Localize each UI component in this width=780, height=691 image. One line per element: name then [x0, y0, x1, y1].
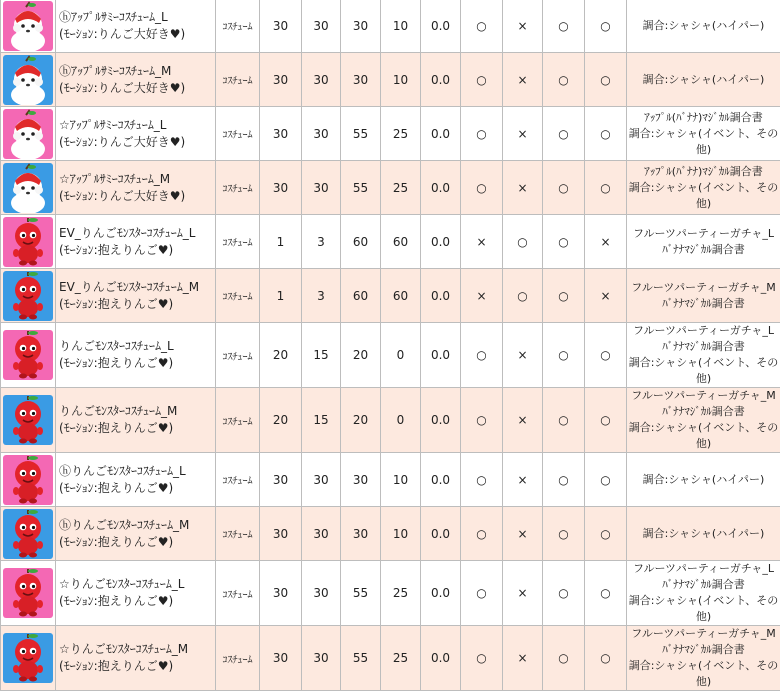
- source-line: ﾊﾞﾅﾅﾏｼﾞｶﾙ調合書: [627, 339, 780, 355]
- stat-3-cell: 30: [341, 53, 381, 107]
- apple-monster-icon: [3, 271, 53, 321]
- costume-name: ☆ｱｯﾌﾟﾙｻﾐｰｺｽﾁｭｰﾑ_L: [59, 117, 215, 134]
- motion-name: (ﾓｰｼｮﾝ:りんご大好き♥): [59, 188, 215, 205]
- source-cell: [627, 388, 780, 453]
- icon-cell: [1, 215, 56, 269]
- stat-1-cell: 30: [260, 507, 302, 561]
- flag-2-cell: ×: [503, 453, 543, 507]
- stat-2-cell: 30: [302, 53, 341, 107]
- stat-1-cell: 30: [260, 107, 302, 161]
- flag-4-cell: ○: [585, 0, 627, 53]
- type-cell: ｺｽﾁｭｰﾑ: [216, 507, 260, 561]
- type-cell: ｺｽﾁｭｰﾑ: [216, 269, 260, 323]
- table-row: [1, 269, 780, 323]
- stat-1-cell: 30: [260, 53, 302, 107]
- stat-1-cell: 30: [260, 161, 302, 215]
- type-cell: ｺｽﾁｭｰﾑ: [216, 453, 260, 507]
- stat-5-cell: 0.0: [421, 215, 461, 269]
- motion-name: (ﾓｰｼｮﾝ:抱えりんご♥): [59, 420, 215, 437]
- stat-3-cell: 20: [341, 388, 381, 453]
- source-line: フルーツパーティーガチャ_L: [627, 226, 780, 242]
- source-line: ｱｯﾌﾟﾙ(ﾊﾞﾅﾅ)ﾏｼﾞｶﾙ調合書: [627, 110, 780, 126]
- name-cell: [56, 388, 216, 453]
- flag-2-cell: ×: [503, 323, 543, 388]
- flag-4-cell: ○: [585, 53, 627, 107]
- flag-2-cell: ×: [503, 388, 543, 453]
- flag-2-cell: ×: [503, 507, 543, 561]
- stat-2-cell: 15: [302, 323, 341, 388]
- costume-table-body: [1, 0, 780, 691]
- icon-cell: [1, 388, 56, 453]
- stat-1-cell: 30: [260, 0, 302, 53]
- motion-name: (ﾓｰｼｮﾝ:抱えりんご♥): [59, 534, 215, 551]
- name-cell: [56, 215, 216, 269]
- source-line: ﾊﾞﾅﾅﾏｼﾞｶﾙ調合書: [627, 577, 780, 593]
- table-row: [1, 561, 780, 626]
- flag-4-cell: ○: [585, 107, 627, 161]
- table-row: [1, 53, 780, 107]
- flag-4-cell: ○: [585, 388, 627, 453]
- flag-1-cell: ○: [461, 161, 503, 215]
- name-cell: [56, 161, 216, 215]
- stat-1-cell: 30: [260, 453, 302, 507]
- flag-3-cell: ○: [543, 0, 585, 53]
- stat-2-cell: 3: [302, 269, 341, 323]
- source-cell: [627, 53, 780, 107]
- stat-5-cell: 0.0: [421, 388, 461, 453]
- source-line: 調合:シャシャ(イベント、その他): [627, 658, 780, 690]
- flag-3-cell: ○: [543, 626, 585, 691]
- stat-2-cell: 30: [302, 0, 341, 53]
- costume-name: りんごﾓﾝｽﾀｰｺｽﾁｭｰﾑ_L: [59, 338, 215, 355]
- stat-4-cell: 0: [381, 323, 421, 388]
- motion-name: (ﾓｰｼｮﾝ:抱えりんご♥): [59, 658, 215, 675]
- apple-sheep-icon: [3, 109, 53, 159]
- table-row: [1, 388, 780, 453]
- name-cell: [56, 107, 216, 161]
- type-cell: ｺｽﾁｭｰﾑ: [216, 323, 260, 388]
- costume-name: ☆りんごﾓﾝｽﾀｰｺｽﾁｭｰﾑ_L: [59, 576, 215, 593]
- source-cell: [627, 107, 780, 161]
- flag-3-cell: ○: [543, 323, 585, 388]
- source-line: 調合:シャシャ(イベント、その他): [627, 355, 780, 387]
- icon-cell: [1, 0, 56, 53]
- name-cell: [56, 323, 216, 388]
- apple-monster-icon: [3, 395, 53, 445]
- costume-name: ☆ｱｯﾌﾟﾙｻﾐｰｺｽﾁｭｰﾑ_M: [59, 171, 215, 188]
- flag-1-cell: ○: [461, 561, 503, 626]
- costume-name: ⓗりんごﾓﾝｽﾀｰｺｽﾁｭｰﾑ_L: [59, 463, 215, 480]
- type-cell: ｺｽﾁｭｰﾑ: [216, 388, 260, 453]
- source-cell: [627, 0, 780, 53]
- icon-cell: [1, 269, 56, 323]
- stat-2-cell: 30: [302, 626, 341, 691]
- flag-1-cell: ○: [461, 107, 503, 161]
- source-line: 調合:シャシャ(ハイパー): [627, 18, 780, 34]
- flag-2-cell: ×: [503, 626, 543, 691]
- stat-4-cell: 10: [381, 453, 421, 507]
- type-cell: ｺｽﾁｭｰﾑ: [216, 626, 260, 691]
- stat-5-cell: 0.0: [421, 323, 461, 388]
- flag-1-cell: ○: [461, 507, 503, 561]
- stat-3-cell: 55: [341, 161, 381, 215]
- source-cell: [627, 323, 780, 388]
- icon-cell: [1, 323, 56, 388]
- table-row: [1, 453, 780, 507]
- flag-2-cell: ×: [503, 53, 543, 107]
- stat-5-cell: 0.0: [421, 561, 461, 626]
- stat-4-cell: 10: [381, 507, 421, 561]
- table-row: [1, 215, 780, 269]
- stat-3-cell: 60: [341, 269, 381, 323]
- table-row: [1, 323, 780, 388]
- table-row: [1, 626, 780, 691]
- flag-2-cell: ×: [503, 561, 543, 626]
- name-cell: [56, 561, 216, 626]
- flag-1-cell: ○: [461, 388, 503, 453]
- name-cell: [56, 269, 216, 323]
- source-line: フルーツパーティーガチャ_M: [627, 280, 780, 296]
- source-line: 調合:シャシャ(ハイパー): [627, 526, 780, 542]
- stat-1-cell: 20: [260, 323, 302, 388]
- stat-3-cell: 55: [341, 561, 381, 626]
- flag-3-cell: ○: [543, 507, 585, 561]
- stat-2-cell: 30: [302, 107, 341, 161]
- stat-4-cell: 10: [381, 0, 421, 53]
- costume-name: ⓗｱｯﾌﾟﾙｻﾐｰｺｽﾁｭｰﾑ_M: [59, 63, 215, 80]
- stat-2-cell: 3: [302, 215, 341, 269]
- apple-sheep-icon: [3, 55, 53, 105]
- apple-monster-icon: [3, 330, 53, 380]
- flag-4-cell: ×: [585, 215, 627, 269]
- stat-4-cell: 25: [381, 561, 421, 626]
- name-cell: [56, 507, 216, 561]
- flag-3-cell: ○: [543, 269, 585, 323]
- flag-3-cell: ○: [543, 215, 585, 269]
- source-line: ﾊﾞﾅﾅﾏｼﾞｶﾙ調合書: [627, 242, 780, 258]
- stat-4-cell: 25: [381, 107, 421, 161]
- stat-1-cell: 1: [260, 269, 302, 323]
- apple-monster-icon: [3, 455, 53, 505]
- flag-1-cell: ○: [461, 453, 503, 507]
- flag-1-cell: ○: [461, 53, 503, 107]
- costume-name: りんごﾓﾝｽﾀｰｺｽﾁｭｰﾑ_M: [59, 403, 215, 420]
- flag-4-cell: ○: [585, 626, 627, 691]
- apple-sheep-icon: [3, 163, 53, 213]
- icon-cell: [1, 161, 56, 215]
- flag-4-cell: ○: [585, 561, 627, 626]
- icon-cell: [1, 53, 56, 107]
- apple-monster-icon: [3, 568, 53, 618]
- motion-name: (ﾓｰｼｮﾝ:りんご大好き♥): [59, 134, 215, 151]
- motion-name: (ﾓｰｼｮﾝ:抱えりんご♥): [59, 480, 215, 497]
- apple-sheep-icon: [3, 1, 53, 51]
- costume-name: ⓗｱｯﾌﾟﾙｻﾐｰｺｽﾁｭｰﾑ_L: [59, 9, 215, 26]
- apple-monster-icon: [3, 509, 53, 559]
- table-row: [1, 161, 780, 215]
- flag-3-cell: ○: [543, 161, 585, 215]
- costume-name: EV_りんごﾓﾝｽﾀｰｺｽﾁｭｰﾑ_L: [59, 225, 215, 242]
- flag-2-cell: ×: [503, 161, 543, 215]
- stat-5-cell: 0.0: [421, 626, 461, 691]
- flag-1-cell: ○: [461, 626, 503, 691]
- stat-5-cell: 0.0: [421, 161, 461, 215]
- source-line: フルーツパーティーガチャ_M: [627, 626, 780, 642]
- source-cell: [627, 626, 780, 691]
- stat-5-cell: 0.0: [421, 269, 461, 323]
- stat-4-cell: 60: [381, 215, 421, 269]
- stat-1-cell: 30: [260, 626, 302, 691]
- flag-3-cell: ○: [543, 388, 585, 453]
- costume-name: ⓗりんごﾓﾝｽﾀｰｺｽﾁｭｰﾑ_M: [59, 517, 215, 534]
- stat-5-cell: 0.0: [421, 53, 461, 107]
- stat-1-cell: 20: [260, 388, 302, 453]
- stat-3-cell: 30: [341, 0, 381, 53]
- table-row: [1, 507, 780, 561]
- source-line: 調合:シャシャ(イベント、その他): [627, 593, 780, 625]
- name-cell: [56, 626, 216, 691]
- source-line: ﾊﾞﾅﾅﾏｼﾞｶﾙ調合書: [627, 404, 780, 420]
- source-line: 調合:シャシャ(イベント、その他): [627, 126, 780, 158]
- stat-5-cell: 0.0: [421, 507, 461, 561]
- stat-3-cell: 55: [341, 626, 381, 691]
- stat-2-cell: 30: [302, 561, 341, 626]
- stat-2-cell: 30: [302, 507, 341, 561]
- motion-name: (ﾓｰｼｮﾝ:抱えりんご♥): [59, 296, 215, 313]
- flag-4-cell: ○: [585, 507, 627, 561]
- stat-3-cell: 20: [341, 323, 381, 388]
- type-cell: ｺｽﾁｭｰﾑ: [216, 161, 260, 215]
- name-cell: [56, 53, 216, 107]
- motion-name: (ﾓｰｼｮﾝ:りんご大好き♥): [59, 26, 215, 43]
- stat-3-cell: 30: [341, 453, 381, 507]
- type-cell: ｺｽﾁｭｰﾑ: [216, 561, 260, 626]
- source-line: ﾊﾞﾅﾅﾏｼﾞｶﾙ調合書: [627, 296, 780, 312]
- flag-1-cell: ○: [461, 323, 503, 388]
- table-row: [1, 0, 780, 53]
- source-line: 調合:シャシャ(イベント、その他): [627, 420, 780, 452]
- costume-name: ☆りんごﾓﾝｽﾀｰｺｽﾁｭｰﾑ_M: [59, 641, 215, 658]
- stat-3-cell: 55: [341, 107, 381, 161]
- stat-4-cell: 25: [381, 161, 421, 215]
- stat-4-cell: 0: [381, 388, 421, 453]
- stat-2-cell: 15: [302, 388, 341, 453]
- flag-1-cell: ×: [461, 215, 503, 269]
- motion-name: (ﾓｰｼｮﾝ:抱えりんご♥): [59, 242, 215, 259]
- flag-2-cell: ○: [503, 269, 543, 323]
- source-cell: [627, 161, 780, 215]
- stat-5-cell: 0.0: [421, 453, 461, 507]
- icon-cell: [1, 107, 56, 161]
- apple-monster-icon: [3, 633, 53, 683]
- icon-cell: [1, 561, 56, 626]
- source-cell: [627, 507, 780, 561]
- motion-name: (ﾓｰｼｮﾝ:抱えりんご♥): [59, 355, 215, 372]
- stat-3-cell: 60: [341, 215, 381, 269]
- stat-5-cell: 0.0: [421, 0, 461, 53]
- name-cell: [56, 0, 216, 53]
- stat-1-cell: 1: [260, 215, 302, 269]
- source-line: ﾊﾞﾅﾅﾏｼﾞｶﾙ調合書: [627, 642, 780, 658]
- flag-1-cell: ○: [461, 0, 503, 53]
- flag-1-cell: ×: [461, 269, 503, 323]
- source-line: ｱｯﾌﾟﾙ(ﾊﾞﾅﾅ)ﾏｼﾞｶﾙ調合書: [627, 164, 780, 180]
- source-line: フルーツパーティーガチャ_M: [627, 388, 780, 404]
- costume-name: EV_りんごﾓﾝｽﾀｰｺｽﾁｭｰﾑ_M: [59, 279, 215, 296]
- stat-1-cell: 30: [260, 561, 302, 626]
- source-cell: [627, 453, 780, 507]
- table-row: [1, 107, 780, 161]
- type-cell: ｺｽﾁｭｰﾑ: [216, 0, 260, 53]
- icon-cell: [1, 453, 56, 507]
- source-cell: [627, 269, 780, 323]
- flag-4-cell: ○: [585, 453, 627, 507]
- source-line: 調合:シャシャ(ハイパー): [627, 472, 780, 488]
- flag-2-cell: ○: [503, 215, 543, 269]
- icon-cell: [1, 507, 56, 561]
- source-line: フルーツパーティーガチャ_L: [627, 561, 780, 577]
- flag-4-cell: ○: [585, 323, 627, 388]
- flag-3-cell: ○: [543, 561, 585, 626]
- name-cell: [56, 453, 216, 507]
- source-cell: [627, 215, 780, 269]
- motion-name: (ﾓｰｼｮﾝ:りんご大好き♥): [59, 80, 215, 97]
- type-cell: ｺｽﾁｭｰﾑ: [216, 53, 260, 107]
- stat-4-cell: 25: [381, 626, 421, 691]
- type-cell: ｺｽﾁｭｰﾑ: [216, 215, 260, 269]
- stat-3-cell: 30: [341, 507, 381, 561]
- icon-cell: [1, 626, 56, 691]
- stat-5-cell: 0.0: [421, 107, 461, 161]
- stat-4-cell: 10: [381, 53, 421, 107]
- flag-3-cell: ○: [543, 53, 585, 107]
- stat-2-cell: 30: [302, 453, 341, 507]
- flag-2-cell: ×: [503, 107, 543, 161]
- apple-monster-icon: [3, 217, 53, 267]
- flag-3-cell: ○: [543, 107, 585, 161]
- type-cell: ｺｽﾁｭｰﾑ: [216, 107, 260, 161]
- source-line: 調合:シャシャ(ハイパー): [627, 72, 780, 88]
- source-line: 調合:シャシャ(イベント、その他): [627, 180, 780, 212]
- flag-4-cell: ×: [585, 269, 627, 323]
- motion-name: (ﾓｰｼｮﾝ:抱えりんご♥): [59, 593, 215, 610]
- stat-2-cell: 30: [302, 161, 341, 215]
- flag-2-cell: ×: [503, 0, 543, 53]
- flag-3-cell: ○: [543, 453, 585, 507]
- source-line: フルーツパーティーガチャ_L: [627, 323, 780, 339]
- source-cell: [627, 561, 780, 626]
- stat-4-cell: 60: [381, 269, 421, 323]
- flag-4-cell: ○: [585, 161, 627, 215]
